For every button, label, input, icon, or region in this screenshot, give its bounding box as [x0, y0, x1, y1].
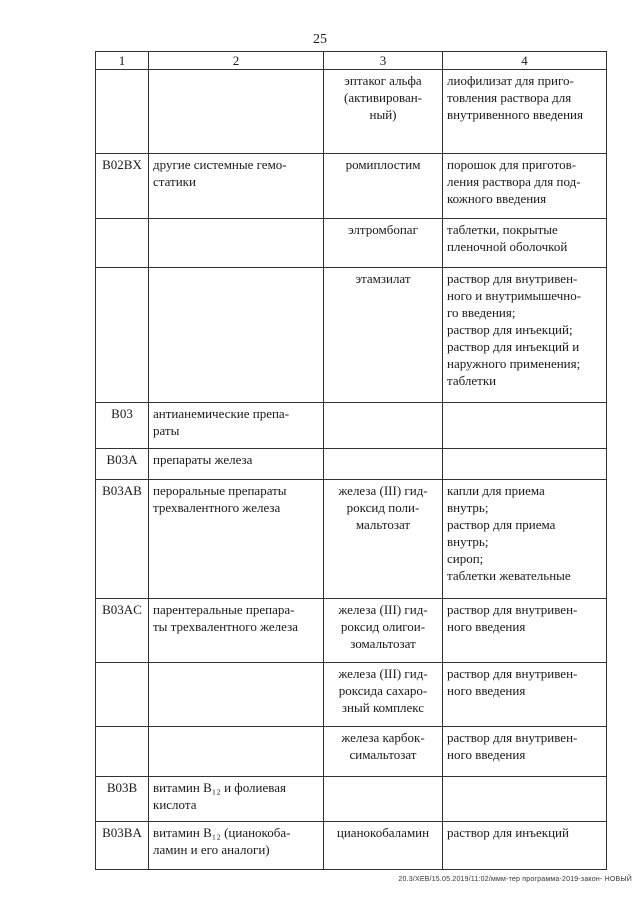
substance-cell: эптаког альфа (активирован- ный): [324, 70, 443, 154]
substance-cell: [324, 777, 443, 822]
group-name-cell: парентеральные препара- ты трехвалентного железа: [149, 599, 324, 663]
group-name-cell: [149, 727, 324, 777]
atc-code-cell: B03BA: [96, 822, 149, 870]
substance-cell: [324, 403, 443, 449]
header-cell-substance: 3: [324, 52, 443, 70]
dosage-form-cell: раствор для внутривен- ного введения: [443, 727, 607, 777]
group-name-cell: антианемические препа- раты: [149, 403, 324, 449]
atc-code-cell: B03: [96, 403, 149, 449]
dosage-form-cell: лиофилизат для приго- товления раствора для внутривенного введения: [443, 70, 607, 154]
table-row: [96, 822, 607, 870]
document-footer: 20.3/ХЕВ/15.05.2019/11:02/ммм-тер программа-2019-закон- НОВЫЙ: [398, 876, 632, 883]
atc-code-cell: [96, 219, 149, 268]
substance-cell: железа (III) гид- роксида сахаро- зный комплекс: [324, 663, 443, 727]
group-name-cell: [149, 219, 324, 268]
substance-cell: ромиплостим: [324, 154, 443, 219]
substance-cell: железа (III) гид- роксид олигои- зомальтозат: [324, 599, 443, 663]
drug-table: [95, 51, 607, 870]
dosage-form-cell: [443, 449, 607, 480]
group-name-cell: [149, 663, 324, 727]
substance-cell: железа (III) гид- роксид поли- мальтозат: [324, 480, 443, 599]
dosage-form-cell: таблетки, покрытые пленочной оболочкой: [443, 219, 607, 268]
atc-code-cell: [96, 268, 149, 403]
dosage-form-cell: раствор для внутривен- ного введения: [443, 663, 607, 727]
page-number: 25: [313, 32, 327, 47]
dosage-form-cell: раствор для инъекций: [443, 822, 607, 870]
table-row: [96, 480, 607, 599]
header-cell-name: 2: [149, 52, 324, 70]
dosage-form-cell: порошок для приготов- ления раствора для под- кожного введения: [443, 154, 607, 219]
group-name-cell: витамин B₁₂ (цианокоба- ламин и его аналоги): [149, 822, 324, 870]
atc-code-cell: B03AC: [96, 599, 149, 663]
dosage-form-cell: капли для приема внутрь; раствор для приема внутрь; сироп; таблетки жевательные: [443, 480, 607, 599]
atc-code-cell: [96, 663, 149, 727]
atc-code-cell: [96, 727, 149, 777]
substance-cell: этамзилат: [324, 268, 443, 403]
atc-code-cell: B03B: [96, 777, 149, 822]
atc-code-cell: B02BX: [96, 154, 149, 219]
atc-code-cell: B03AB: [96, 480, 149, 599]
table-row: [96, 449, 607, 480]
substance-cell: цианокобаламин: [324, 822, 443, 870]
dosage-form-cell: раствор для внутривен- ного и внутримышечно- го введения; раствор для инъекций; раствор для инъекций и наружного применения; таблетки: [443, 268, 607, 403]
table-row: [96, 777, 607, 822]
group-name-cell: пероральные препараты трехвалентного железа: [149, 480, 324, 599]
substance-cell: элтромбопаг: [324, 219, 443, 268]
atc-code-cell: B03A: [96, 449, 149, 480]
table-row: [96, 268, 607, 403]
table-row: [96, 599, 607, 663]
header-cell-code: 1: [96, 52, 149, 70]
table-row: [96, 70, 607, 154]
table-header-row: [96, 52, 607, 70]
table-row: [96, 154, 607, 219]
header-cell-form: 4: [443, 52, 607, 70]
atc-code-cell: [96, 70, 149, 154]
table-row: [96, 727, 607, 777]
table-row: [96, 663, 607, 727]
group-name-cell: [149, 268, 324, 403]
substance-cell: [324, 449, 443, 480]
dosage-form-cell: раствор для внутривен- ного введения: [443, 599, 607, 663]
dosage-form-cell: [443, 777, 607, 822]
group-name-cell: витамин B₁₂ и фолиевая кислота: [149, 777, 324, 822]
group-name-cell: [149, 70, 324, 154]
table-row: [96, 219, 607, 268]
dosage-form-cell: [443, 403, 607, 449]
table-row: [96, 403, 607, 449]
substance-cell: железа карбок- симальтозат: [324, 727, 443, 777]
group-name-cell: другие системные гемо- статики: [149, 154, 324, 219]
group-name-cell: препараты железа: [149, 449, 324, 480]
